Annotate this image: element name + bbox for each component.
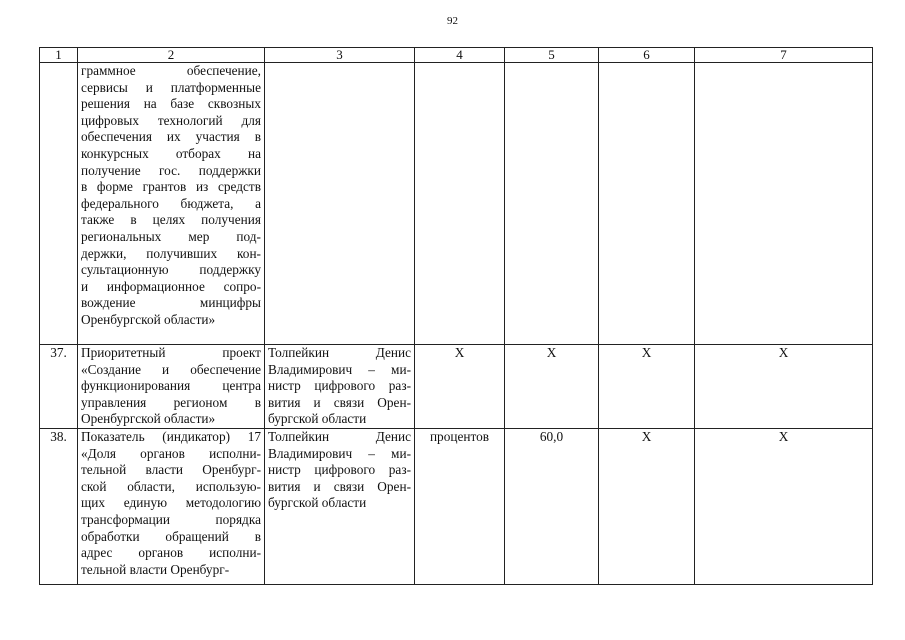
- row-col6: Х: [599, 345, 695, 429]
- cell-text-line: «Доля органов исполни-: [81, 445, 261, 461]
- row-value: [505, 63, 599, 345]
- row-col7: Х: [695, 429, 873, 585]
- cell-text-line: сультационную поддержку: [81, 262, 261, 278]
- cell-text-line: вождение минцифры: [81, 295, 261, 311]
- cell-text-line: региональных мер под-: [81, 228, 261, 244]
- row-col6: [599, 63, 695, 345]
- cell-text-line: «Создание и обеспечение: [81, 361, 261, 377]
- cell-text-line: Показатель (индикатор) 17: [81, 429, 261, 444]
- cell-text-line: обеспечения их участия в: [81, 129, 261, 145]
- header-cell: 7: [695, 48, 873, 63]
- cell-text-line: федерального бюджета, а: [81, 195, 261, 211]
- row-col7: [695, 63, 873, 345]
- cell-text-line: ской области, использую-: [81, 478, 261, 494]
- cell-text-line: щих единую методологию: [81, 495, 261, 511]
- table-row: [40, 429, 873, 585]
- cell-text-line: в форме грантов из средств: [81, 179, 261, 195]
- row-responsible: [265, 429, 415, 585]
- cell-text-line: сервисы и платформенные: [81, 79, 261, 95]
- cell-text-line: нистр цифрового раз-: [268, 378, 411, 394]
- table-header-row: [40, 48, 873, 63]
- row-unit: процентов: [415, 429, 505, 585]
- row-number: 37.: [40, 345, 78, 429]
- cell-text-line: Владимирович – ми-: [268, 445, 411, 461]
- cell-text-line: функционирования центра: [81, 378, 261, 394]
- cell-text-line: также в целях получения: [81, 212, 261, 228]
- cell-text-line: трансформации порядка: [81, 511, 261, 527]
- cell-text-line: адрес органов исполни-: [81, 545, 261, 561]
- page-number: 92: [447, 15, 458, 27]
- cell-text-line: тельной власти Оренбург-: [81, 561, 230, 577]
- cell-text-line: получение гос. поддержки: [81, 162, 261, 178]
- row-number: [40, 63, 78, 345]
- row-col7: Х: [695, 345, 873, 429]
- cell-text-line: Толпейкин Денис: [268, 345, 411, 360]
- cell-text-line: обработки обращений в: [81, 528, 261, 544]
- row-unit: Х: [415, 345, 505, 429]
- row-description: [78, 429, 265, 585]
- cell-text-line: цифровых технологий для: [81, 112, 261, 128]
- header-cell: 4: [415, 48, 505, 63]
- cell-text-line: конкурсных отборах на: [81, 145, 261, 161]
- header-cell: 6: [599, 48, 695, 63]
- table-row: [40, 63, 873, 345]
- row-value: Х: [505, 345, 599, 429]
- row-description: [78, 63, 265, 345]
- cell-text-line: и информационное сопро-: [81, 278, 261, 294]
- cell-text-line: Приоритетный проект: [81, 345, 261, 360]
- cell-text-line: держки, получивших кон-: [81, 245, 261, 261]
- table-row: [40, 345, 873, 429]
- cell-text-line: вития и связи Орен-: [268, 394, 411, 410]
- cell-text-line: бургской области: [268, 411, 367, 427]
- row-responsible: [265, 63, 415, 345]
- row-number: 38.: [40, 429, 78, 585]
- header-cell: 5: [505, 48, 599, 63]
- cell-text-line: тельной власти Оренбург-: [81, 462, 261, 478]
- cell-text-line: Оренбургской области»: [81, 411, 216, 427]
- header-cell: 1: [40, 48, 78, 63]
- row-description: [78, 345, 265, 429]
- cell-text-line: нистр цифрового раз-: [268, 462, 411, 478]
- document-table: [39, 47, 873, 585]
- cell-text-line: управления регионом в: [81, 394, 261, 410]
- cell-text-line: вития и связи Орен-: [268, 478, 411, 494]
- cell-text-line: Владимирович – ми-: [268, 361, 411, 377]
- cell-text-line: граммное обеспечение,: [81, 63, 261, 78]
- row-value: 60,0: [505, 429, 599, 585]
- cell-text-line: бургской области: [268, 495, 367, 511]
- row-col6: Х: [599, 429, 695, 585]
- cell-text-line: решения на базе сквозных: [81, 96, 261, 112]
- row-unit: [415, 63, 505, 345]
- cell-text-line: Толпейкин Денис: [268, 429, 411, 444]
- cell-text-line: Оренбургской области»: [81, 311, 216, 327]
- header-cell: 3: [265, 48, 415, 63]
- header-cell: 2: [78, 48, 265, 63]
- row-responsible: [265, 345, 415, 429]
